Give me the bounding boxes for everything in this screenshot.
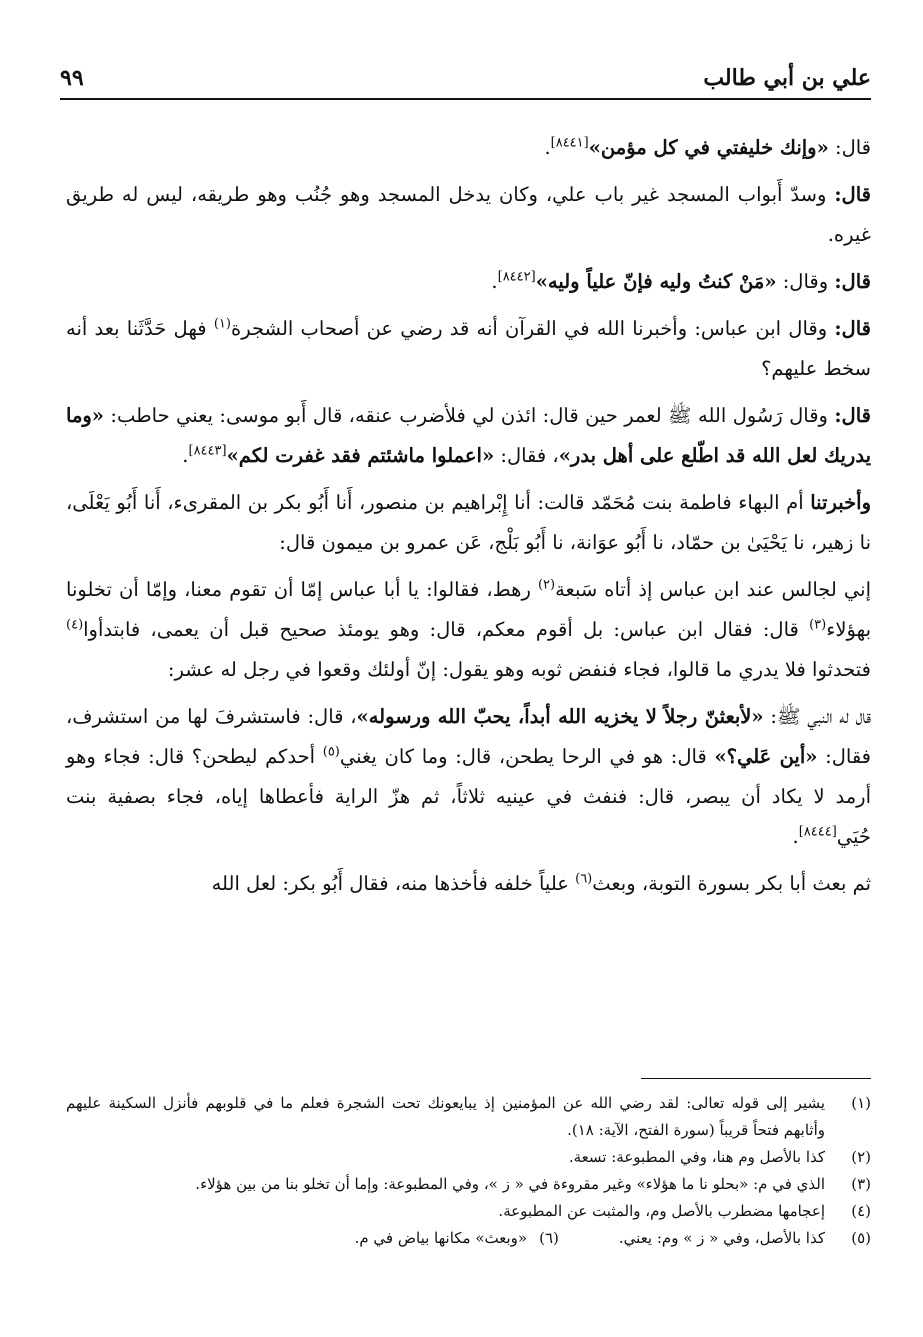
paragraph: ثم بعث أبا بكر بسورة التوبة، وبعث$^{(٦)}$ علياً خلفه فأخذها منه، فقال أَبُو بكر: لعل الله	[211, 871, 871, 895]
paragraph: قال: وقال ابن عباس: وأخبرنا الله في القرآن أنه قد رضي عن أصحاب الشجرة$^{(١)}$ فهل حَدَّثَنا بعد أنه سخط عليهم؟	[66, 316, 871, 380]
hadith-reference: [٨٤٤٤]	[798, 824, 837, 840]
hadith-quote: «مَنْ كنتُ وليه فإنّ علياً وليه»	[535, 270, 777, 293]
footnote-marker[interactable]: (٥)	[322, 744, 340, 760]
footnote-number: (١)	[851, 1094, 871, 1112]
paragraph: قال له النبي ﷺ: «لأبعثنّ رجلاً لا يخزيه الله أبداً، يحبّ الله ورسوله»، قال: فاستشرفَ لها من استشرف، فقال: «أين عَلي؟» قال: هو في الرحا يطحن، قال: وما كان يغني$^{(٥)}$ أحدكم ليطحن؟ قال: فجاء وهو أرمد لا يكاد أن يبصر، قال: فنفث في عينيه ثلاثاً، ثم هزّ الراية فأعطاها إياه، فجاء بصفية بنت حُيَي[٨٤٤٤].	[66, 705, 872, 848]
footnote-text: كذا بالأصل وم هنا، وفي المطبوعة: تسعة.	[568, 1148, 825, 1166]
footnote-marker[interactable]: (٣)	[809, 617, 827, 633]
paragraph-lead: قال:	[834, 404, 871, 427]
paragraph: قال: وقال: «مَنْ كنتُ وليه فإنّ علياً وليه»[٨٤٤٢].	[491, 269, 871, 293]
footnote-divider	[641, 1078, 871, 1079]
paragraph: قال: «وإنك خليفتي في كل مؤمن»[٨٤٤١].	[544, 135, 871, 159]
footnote-text: إعجامها مضطرب بالأصل وم، والمثبت عن المطبوعة.	[498, 1202, 825, 1220]
footnote	[66, 1090, 871, 1144]
footnote-number: (٣)	[851, 1175, 871, 1193]
footnote-text: يشير إلى قوله تعالى: لقد رضي الله عن المؤمنين إذ يبايعونك تحت الشجرة فعلم ما في قلوبهم فأنزل السكينة عليهم وأثابهم فتحاً قريباً (سورة الفتح، الآية: ١٨).	[66, 1094, 825, 1139]
footnote-marker[interactable]: (٦)	[575, 871, 593, 887]
footnote	[66, 1198, 871, 1225]
hadith-quote: «وما يدريك لعل الله قد اطّلع على أهل بدر»	[66, 404, 871, 467]
footnote-text: «وبعث» مكانها بياض في م.	[354, 1229, 528, 1247]
paragraph: قال: وسدّ أَبواب المسجد غير باب علي، وكان يدخل المسجد وهو جُنُب وهو طريقه، ليس له طريق غيره.	[66, 183, 871, 246]
page-header	[60, 58, 871, 100]
footnote-marker[interactable]: (١)	[213, 316, 231, 332]
footnote	[66, 1144, 871, 1171]
running-title: علي بن أبي طالب	[703, 65, 871, 91]
hadith-reference: [٨٤٤٢]	[497, 269, 536, 285]
hadith-reference: [٨٤٤٣]	[188, 443, 227, 459]
footnote-marker[interactable]: (٤)	[66, 617, 84, 633]
page-number: ٩٩	[60, 65, 84, 91]
hadith-quote: «أين عَلي؟»	[714, 745, 818, 768]
footnote-text: كذا بالأصل، وفي « ز » وم: يعني.	[618, 1229, 825, 1247]
paragraph-lead: قال:	[834, 270, 871, 293]
paragraph: وأخبرتنا أم البهاء فاطمة بنت مُحَمّد قالت: أنا إِبْراهيم بن منصور، أَنا أَبُو بكر بن المقرىء، أَنا أَبُو يَعْلَى، نا زهير، نا يَحْيَىٰ بن حمّاد، نا أَبُو عوَانة، نا أَبُو بَلْج، عَن عمرو بن ميمون قال:	[66, 491, 871, 554]
main-text	[66, 128, 871, 911]
footnote	[66, 1225, 871, 1252]
paragraph-lead: وأخبرتنا	[810, 491, 871, 514]
hadith-quote: «وإنك خليفتي في كل مؤمن»	[588, 136, 829, 159]
footnote-marker[interactable]: (٢)	[537, 577, 556, 593]
footnote-number: (٤)	[851, 1202, 871, 1220]
paragraph: قال: وقال رَسُول الله ﷺ لعمر حين قال: ائذن لي فلأضرب عنقه، قال أَبو موسى: يعني حاطب: «وما يدريك لعل الله قد اطّلع على أهل بدر»، فقال: «اعملوا ماشئتم فقد غفرت لكم»[٨٤٤٣].	[66, 404, 871, 467]
footnotes	[66, 1090, 871, 1252]
paragraph: إني لجالس عند ابن عباس إذ أتاه سَبعة$^{(٢)}$ رهط، فقالوا: يا أبا عباس إمّا أن تقوم معنا، وإمّا أن تخلونا بهؤلاء$^{(٣)}$ قال: فقال ابن عباس: بل أقوم معكم، قال: وهو يومئذ صحيح قبل أن يعمى، فابتدأوا$^{(٤)}$ فتحدثوا فلا يدري ما قالوا، فجاء فنفض ثوبه وهو يقول: إنّ أولئك وقعوا في رجل له عشر:	[66, 577, 871, 681]
hadith-quote: «اعملوا ماشئتم فقد غفرت لكم»	[226, 444, 495, 467]
footnote-number: (٢)	[851, 1148, 871, 1166]
paragraph-lead: قال:	[834, 317, 871, 340]
hadith-quote: «لأبعثنّ رجلاً لا يخزيه الله أبداً، يحبّ الله ورسوله»	[356, 705, 764, 728]
paragraph-lead: قال:	[834, 183, 871, 206]
footnote-text: الذي في م: «بحلو نا ما هؤلاء» وغير مقروءة في « ز »، وفي المطبوعة: وإما أن تخلو بنا من بين هؤلاء.	[195, 1175, 825, 1193]
hadith-reference: [٨٤٤١]	[550, 135, 589, 151]
footnote-number: (٦)	[539, 1229, 559, 1247]
footnote-number: (٥)	[851, 1229, 871, 1247]
footnote	[66, 1171, 871, 1198]
